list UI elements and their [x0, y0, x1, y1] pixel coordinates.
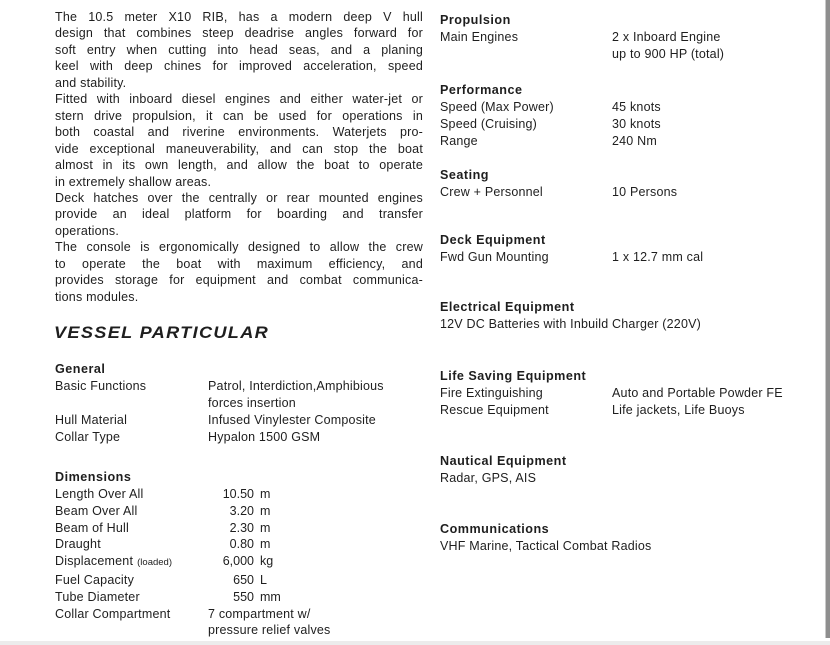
spec-text: VHF Marine, Tactical Combat Radios — [440, 539, 652, 553]
spec-value-number: 3.20 — [229, 503, 254, 518]
spec-label: Range — [440, 134, 478, 148]
section-communications — [440, 521, 798, 555]
spec-value: Auto and Portable Powder FE — [612, 386, 783, 400]
spec-row — [440, 99, 798, 116]
spec-row — [55, 589, 423, 606]
section-dimensions — [55, 469, 423, 639]
spec-label: Speed (Cruising) — [440, 117, 537, 131]
spec-row — [55, 520, 423, 537]
section-heading: Propulsion — [440, 13, 511, 27]
spec-label: Crew + Personnel — [440, 185, 543, 199]
section-heading: Performance — [440, 83, 523, 97]
spec-value-line: 2 x Inboard Engine — [612, 30, 721, 44]
section-general — [55, 361, 423, 446]
spec-label: Collar Compartment — [55, 606, 171, 621]
spec-value: 10 Persons — [612, 185, 678, 199]
text-line: keel with deep chines for improved acceleration, speed — [55, 59, 423, 74]
spec-value-number: 2.30 — [229, 520, 254, 535]
text-line: stern drive propulsion, it can be used for operations in — [55, 108, 423, 123]
spec-label-note: (loaded) — [137, 557, 172, 569]
spec-label: Beam of Hull — [55, 520, 129, 535]
vessel-particular-title: VESSEL PARTICULAR — [54, 324, 270, 342]
spec-label: Main Engines — [440, 30, 519, 44]
spec-value-number: 10.50 — [222, 487, 254, 501]
spec-value-unit: L — [260, 572, 267, 587]
spec-label: Fuel Capacity — [55, 572, 135, 587]
section-nautical-equipment — [440, 453, 798, 487]
spec-value-number: 0.80 — [229, 537, 254, 552]
section-heading: Life Saving Equipment — [440, 369, 587, 383]
section-heading: Deck Equipment — [440, 233, 546, 247]
section-heading: Nautical Equipment — [440, 454, 567, 468]
spec-row — [440, 116, 798, 133]
spec-row — [55, 503, 423, 520]
spec-row — [55, 536, 423, 553]
spec-row — [440, 133, 798, 150]
text-line: both coastal and riverine environments. Waterjets pro- — [55, 125, 423, 140]
spec-value: Hypalon 1500 GSM — [208, 430, 321, 444]
spec-value-line: 7 compartment w/ — [208, 606, 311, 621]
spec-label: Speed (Max Power) — [440, 100, 554, 114]
spec-row — [440, 249, 798, 266]
spec-value: Life jackets, Life Buoys — [612, 403, 745, 417]
section-performance — [440, 82, 798, 150]
text-line: to operate the boat with maximum efficiency, and — [55, 256, 423, 271]
text-line: The console is ergonomically designed to allow the crew — [55, 240, 423, 255]
text-line: almost in its own length, and allow the boat to operate — [55, 158, 423, 173]
section-seating — [440, 167, 798, 201]
text-line: provides storage for equipment and combat communica- — [55, 273, 423, 288]
text-line: design that combines steep deadrise angles forward for — [55, 26, 423, 41]
text-line: Fitted with inboard diesel engines and either water-jet or — [55, 92, 423, 107]
text-line: soft entry when cutting into head seas, and a planing — [55, 42, 423, 57]
page-edge-bottom — [0, 641, 830, 645]
text-line: in extremely shallow areas. — [55, 174, 212, 189]
spec-value-unit: kg — [260, 554, 274, 569]
spec-value-line: up to 900 HP (total) — [612, 47, 725, 61]
spec-label: Basic Functions — [55, 379, 147, 393]
spec-label: Beam Over All — [55, 503, 138, 518]
section-heading: Electrical Equipment — [440, 300, 575, 314]
spec-value — [612, 29, 724, 63]
spec-value: 45 knots — [612, 100, 661, 114]
text-line: operations. — [55, 223, 120, 238]
section-life-saving-equipment — [440, 368, 798, 419]
spec-row — [440, 402, 798, 419]
spec-value: 30 knots — [612, 117, 661, 131]
spec-value: 1 x 12.7 mm cal — [612, 250, 704, 264]
section-heading: Seating — [440, 168, 489, 182]
spec-row — [55, 572, 423, 589]
spec-value-number: 6,000 — [222, 554, 254, 569]
spec-row — [55, 378, 423, 412]
section-heading: Communications — [440, 522, 550, 536]
text-line: provide an ideal platform for boarding and transfer — [55, 207, 423, 222]
page-edge-right — [825, 0, 830, 638]
spec-row — [55, 622, 423, 639]
spec-label: Fire Extinguishing — [440, 386, 543, 400]
intro-text — [55, 9, 423, 305]
spec-row — [440, 29, 798, 63]
spec-label: Fwd Gun Mounting — [440, 250, 549, 264]
spec-text: Radar, GPS, AIS — [440, 471, 537, 485]
spec-value-unit: m — [260, 537, 271, 552]
spec-row — [55, 429, 423, 446]
spec-row — [55, 412, 423, 429]
spec-value-number: 550 — [233, 589, 254, 604]
text-line: tions modules. — [55, 289, 139, 304]
spec-value-line: Patrol, Interdiction,Amphibious — [208, 379, 384, 393]
spec-value-unit: m — [260, 503, 271, 518]
spec-value-unit: m — [260, 487, 271, 501]
spec-label: Displacement (loaded) — [55, 553, 208, 572]
spec-label: Collar Type — [55, 430, 121, 444]
spec-label: Hull Material — [55, 413, 128, 427]
spec-label: Draught — [55, 537, 101, 552]
text-line: and stability. — [55, 75, 127, 90]
section-heading: General — [55, 362, 106, 376]
spec-row — [55, 606, 423, 623]
section-electrical-equipment — [440, 299, 798, 333]
section-heading: Dimensions — [55, 470, 132, 484]
spec-value-line: forces insertion — [208, 396, 296, 410]
text-line: vide exceptional maneuverability, and can stop the boat — [55, 141, 423, 156]
text-line: The 10.5 meter X10 RIB, has a modern deep V hull — [55, 10, 423, 24]
section-deck-equipment — [440, 232, 798, 266]
section-propulsion — [440, 12, 798, 63]
spec-value: 240 Nm — [612, 134, 657, 148]
spec-value-unit: mm — [260, 589, 281, 604]
spec-row — [55, 486, 423, 503]
spec-text: 12V DC Batteries with Inbuild Charger (220V) — [440, 317, 702, 331]
spec-label: Rescue Equipment — [440, 403, 549, 417]
spec-value-line: pressure relief valves — [208, 623, 331, 638]
spec-label-spacer — [55, 622, 208, 639]
spec-label: Tube Diameter — [55, 589, 140, 604]
spec-row — [440, 184, 798, 201]
text-line: Deck hatches over the centrally or rear mounted engines — [55, 190, 423, 205]
spec-row — [55, 553, 423, 572]
spec-row — [440, 385, 798, 402]
spec-value-unit: m — [260, 520, 271, 535]
spec-value — [208, 378, 384, 412]
spec-value-number: 650 — [233, 572, 254, 587]
spec-value: Infused Vinylester Composite — [208, 413, 376, 427]
spec-label: Length Over All — [55, 487, 144, 501]
